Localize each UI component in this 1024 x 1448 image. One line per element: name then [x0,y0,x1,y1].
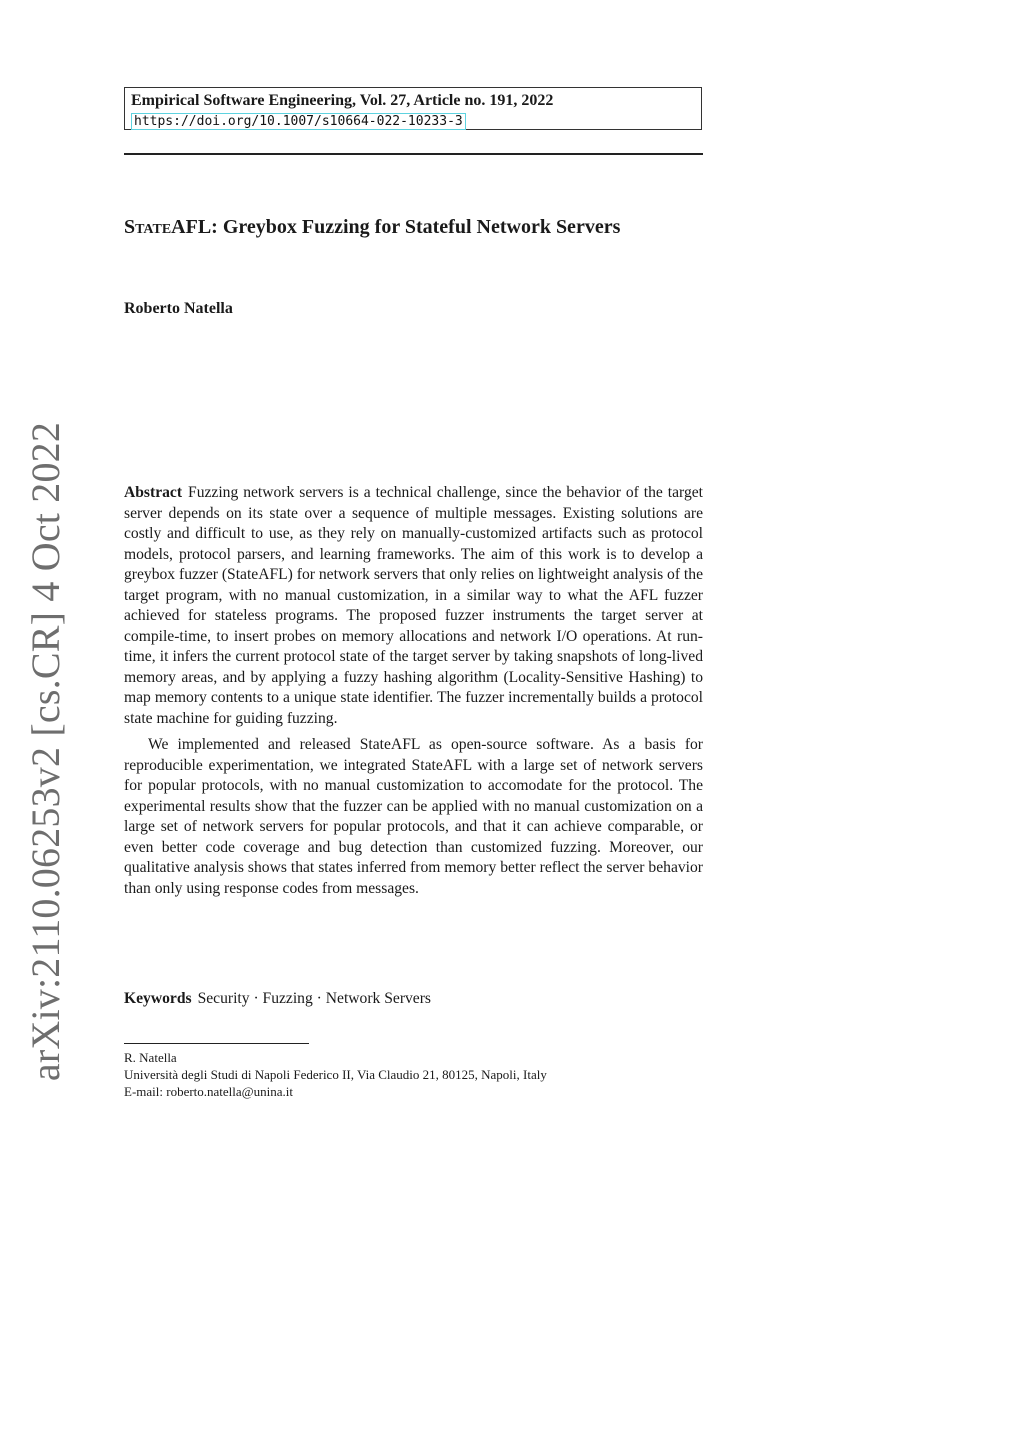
journal-info-box [124,87,702,130]
keywords-text: Security · Fuzzing · Network Servers [197,990,431,1007]
footnote-affiliation: Università degli Studi di Napoli Federico II, Via Claudio 21, 80125, Napoli, Italy [124,1067,547,1082]
footnote-rule [124,1043,309,1044]
arxiv-identifier-text: arXiv:2110.06253v2 [cs.CR] 4 Oct 2022 [23,421,69,1081]
footnote-name: R. Natella [124,1050,177,1065]
doi-link[interactable]: https://doi.org/10.1007/s10664-022-10233-3 [131,113,466,130]
paper-title [124,214,684,240]
footnote-email[interactable]: E-mail: roberto.natella@unina.it [124,1084,293,1099]
keywords-section [124,990,431,1008]
title-smallcaps: StateAFL [124,216,212,238]
author-footnote [124,1049,547,1100]
abstract-text-1: Fuzzing network servers is a technical challenge, since the behavior of the target server depends on its state over a sequence of multiple messages. Existing solutions are costly and difficult to use, as they rely on manually-customized artifacts such as protocol models, protocol parsers, and learning frameworks. The aim of this work is to develop a greybox fuzzer (StateAFL) for network servers that only relies on lightweight analysis of the target program, with no manual customization, in a similar way to what the AFL fuzzer achieved for stateless programs. The proposed fuzzer instruments the target server at compile-time, to insert probes on memory allocations and network I/O operations. At run-time, it infers the current protocol state of the target server by taking snapshots of long-lived memory areas, and by applying a fuzzy hashing algorithm (Locality-Sensitive Hashing) to map memory contents to a unique state identifier. The fuzzer incrementally builds a protocol state machine for guiding fuzzing. [124,484,703,727]
keywords-label: Keywords [124,990,192,1007]
arxiv-identifier [21,421,71,1081]
abstract-paragraph-2: We implemented and released StateAFL as open-source software. As a basis for reproducible experimentation, we integrated StateAFL with a large set of network servers for popular protocols, with no manual customization to accomodate for the protocol. The experimental results show that the fuzzer can be applied with no manual customization on a large set of network servers for popular protocols, and that it can achieve comparable, or even better code coverage and bug detection than customized fuzzing. Moreover, our qualitative analysis shows that states inferred from memory better reflect the server behavior than only using response codes from messages. [124,736,703,897]
abstract-label: Abstract [124,484,183,501]
header-rule [124,153,703,155]
author-name: Roberto Natella [124,300,233,317]
abstract-section [124,483,703,899]
title-rest: : Greybox Fuzzing for Stateful Network Servers [211,216,621,238]
abstract-paragraph-1 [124,483,703,729]
journal-citation: Empirical Software Engineering, Vol. 27, Article no. 191, 2022 [131,92,554,109]
